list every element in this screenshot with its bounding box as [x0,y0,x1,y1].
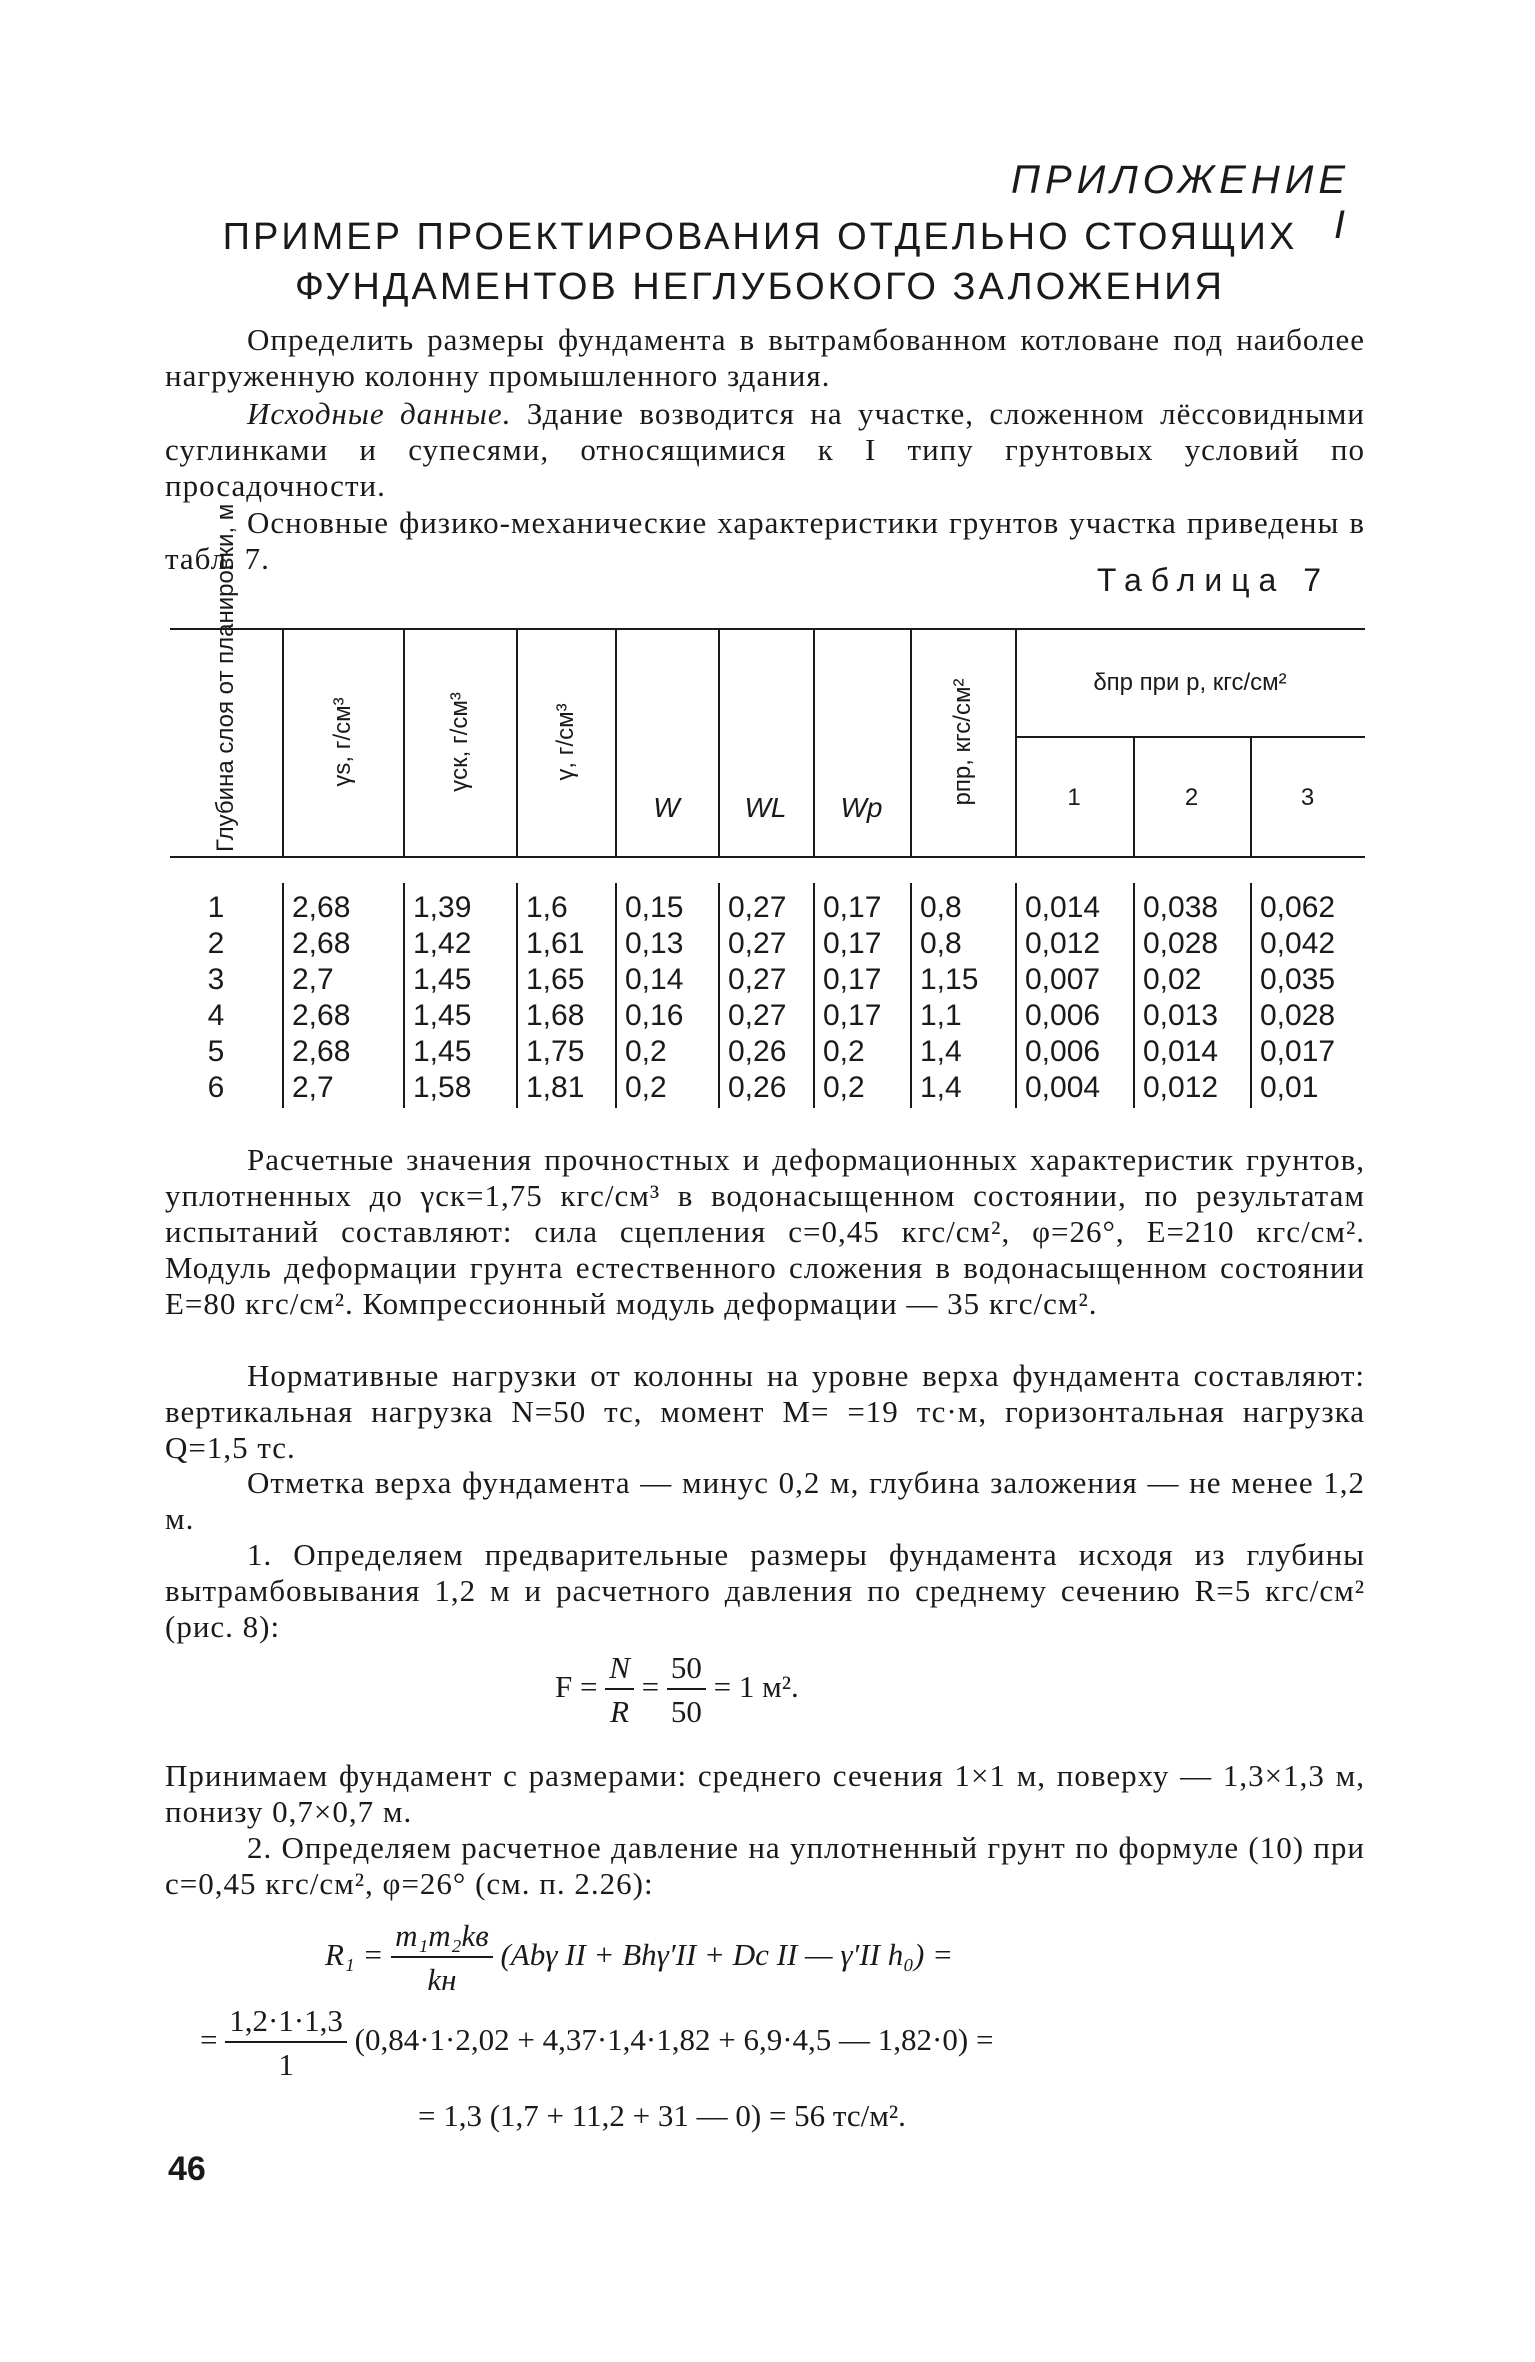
table-cell: 0,2 [625,1035,667,1068]
table-cell: 0,27 [728,999,787,1032]
table-cell: 1,6 [526,891,568,924]
table-row-index: 1 [207,891,225,924]
table-cell: 0,013 [1143,999,1219,1032]
table-cell: 0,01 [1260,1071,1319,1104]
table-cell: 1,15 [920,963,979,996]
table-cell: 0,042 [1260,927,1336,960]
table-cell: 0,038 [1143,891,1219,924]
table-cell: 2,7 [292,1071,334,1104]
paragraph-loads: Нормативные нагрузки от колонны на уровне верха фундамента составляют: вертикальная нагрузка N=50 тс, момент M= =19 тс·м, горизонтальная нагрузка Q=1,5 тс. [165,1358,1365,1465]
header-wp: Wp [840,792,883,823]
table-cell: 0,014 [1143,1035,1219,1068]
formula-area-lhs: F = [555,1669,598,1705]
table-row-index: 5 [207,1035,225,1068]
table-cell: 0,028 [1143,927,1219,960]
table-cell: 0,13 [625,927,684,960]
table-cell: 0,007 [1025,963,1101,996]
table-cell: 0,2 [823,1035,865,1068]
table-cell: 1,61 [526,927,585,960]
table-cell: 0,014 [1025,891,1101,924]
table-cell: 0,006 [1025,999,1101,1032]
title-line-2: ФУНДАМЕНТОВ НЕГЛУБОКОГО ЗАЛОЖЕНИЯ [295,266,1225,308]
table-cell: 2,68 [292,927,351,960]
table-cell: 0,2 [625,1071,667,1104]
table-cell: 1,39 [413,891,472,924]
table-cell: 1,68 [526,999,585,1032]
table-top-rule [170,628,1365,630]
formula-area-rhs: = 1 м². [713,1669,799,1705]
table-cell: 0,062 [1260,891,1336,924]
initial-data-lead: Исходные данные. [247,396,512,431]
table-cell: 2,7 [292,963,334,996]
table-cell: 0,004 [1025,1071,1101,1104]
paragraph-foundation-mark: Отметка верха фундамента — минус 0,2 м, глубина заложения — не менее 1,2 м. [165,1465,1365,1536]
table-cell: 0,17 [823,891,882,924]
table-cell: 0,16 [625,999,684,1032]
table-cell: 0,14 [625,963,684,996]
table-cell: 1,42 [413,927,472,960]
table-cell: 0,8 [920,927,962,960]
table-cell: 0,27 [728,963,787,996]
header-gamma-s: γs, г/см³ [329,697,356,787]
initial-data-text: Здание возводится на участке, сложенном лёссовидными суглинками и супесями, относящимися к I типу грунтовых условий по просадочности. [165,396,1365,503]
table-cell: 0,27 [728,891,787,924]
paragraph-accepted-sizes: Принимаем фундамент с размерами: среднего сечения 1×1 м, поверху — 1,3×1,3 м, понизу 0,7×0,7 м. [165,1758,1365,1829]
table-row-index: 2 [207,927,225,960]
table-cell: 1,45 [413,963,472,996]
table-cell: 1,1 [920,999,962,1032]
formula-pressure-general: R₁ = $\frac{\text{m₁m₂kв}}{kн}$ (Abγ II + Bhγ′II + Dc II — γ′II h₀) = [325,1918,953,1997]
table-cell: 0,017 [1260,1035,1336,1068]
table-cell: 1,4 [920,1071,962,1104]
table-cell: 0,27 [728,927,787,960]
table-cell: 2,68 [292,999,351,1032]
table-cell: 1,45 [413,999,472,1032]
header-gamma: γ, г/см³ [552,703,579,781]
table-row-index: 3 [207,963,225,996]
table-caption: Таблица 7 [1096,562,1330,598]
page-number: 46 [168,2150,206,2188]
table-cell: 0,26 [728,1035,787,1068]
header-delta-3: 3 [1300,784,1315,811]
delta-subheader-rule [1015,736,1365,738]
table-cell: 0,17 [823,927,882,960]
paragraph-step-1: 1. Определяем предварительные размеры фундамента исходя из глубины вытрамбовывания 1,2 м и расчетного давления по среднему сечению R=5 кгс/см² (рис. 8): [165,1537,1365,1644]
table-cell: 2,68 [292,891,351,924]
paragraph-task: Определить размеры фундамента в вытрамбованном котловане под наиболее нагруженную колонну промышленного здания. [165,322,1365,393]
table-cell: 1,45 [413,1035,472,1068]
table-cell: 0,17 [823,999,882,1032]
paragraph-initial-data [165,396,1365,504]
table-cell: 0,028 [1260,999,1336,1032]
header-p-pr: pпр, кгс/см² [949,678,976,806]
paragraph-design-values: Расчетные значения прочностных и деформационных характеристик грунтов, уплотненных до γск=1,75 кгс/см³ в водонасыщенном состоянии, по результатам испытаний составляют: сила сцепления c=0,45 кгс/см², φ=26°, E=210 кгс/см². Модуль деформации грунта естественного сложения в водонасыщенном состоянии E=80 кгс/см². Компрессионный модуль деформации — 35 кгс/см². [165,1142,1365,1321]
header-w: W [653,792,680,823]
table-cell: 0,012 [1025,927,1101,960]
table-cell: 1,75 [526,1035,585,1068]
header-wl: WL [744,792,787,823]
formula-area: F = $\frac{N}{R}$ = $\frac{50}{50}$ = 1 м². [555,1650,799,1729]
formula-area-fraction-2: $\frac{50}{50}$ [667,1650,706,1730]
table-cell: 0,17 [823,963,882,996]
table-cell: 2,68 [292,1035,351,1068]
header-delta-group: δпр при p, кгс/см² [1093,669,1287,696]
formula-pressure-result: = 1,3 (1,7 + 11,2 + 31 — 0) = 56 тс/м². [418,2098,906,2133]
table-row-index: 4 [207,999,225,1032]
table-cell: 1,65 [526,963,585,996]
table-row-index: 6 [207,1071,225,1104]
table-cell: 1,4 [920,1035,962,1068]
table-cell: 1,81 [526,1071,585,1104]
table-cell: 0,15 [625,891,684,924]
header-gamma-sk: γск, г/см³ [446,692,473,792]
table-cell: 0,26 [728,1071,787,1104]
table-cell: 0,012 [1143,1071,1219,1104]
table-cell: 0,035 [1260,963,1336,996]
appendix-label: ПРИЛОЖЕНИЕ I [1010,158,1350,247]
page-title [160,212,1360,312]
title-line-1: ПРИМЕР ПРОЕКТИРОВАНИЯ ОТДЕЛЬНО СТОЯЩИХ [222,216,1298,258]
table-cell: 0,8 [920,891,962,924]
table-header-rule [170,856,1365,858]
paragraph-table-ref: Основные физико-механические характеристики грунтов участка приведены в табл. 7. [165,505,1365,576]
table-cell: 0,006 [1025,1035,1101,1068]
header-delta-2: 2 [1184,784,1199,811]
paragraph-step-2: 2. Определяем расчетное давление на уплотненный грунт по формуле (10) при c=0,45 кгс/см², φ=26° (см. п. 2.26): [165,1830,1365,1901]
formula-pressure-substituted: = $\frac{1,2\cdot 1\cdot 1,3}{1}$ (0,84·1·2,02 + 4,37·1,4·1,82 + 6,9·4,5 — 1,82·0) = [200,2003,994,2082]
table-cell: 1,58 [413,1071,472,1104]
header-delta-1: 1 [1067,784,1081,811]
header-depth: Глубина слоя от планировки, м [212,503,239,852]
formula-area-fraction-1: $\frac{N}{R}$ [605,1650,634,1730]
table-cell: 0,02 [1143,963,1202,996]
table-cell: 0,2 [823,1071,865,1104]
